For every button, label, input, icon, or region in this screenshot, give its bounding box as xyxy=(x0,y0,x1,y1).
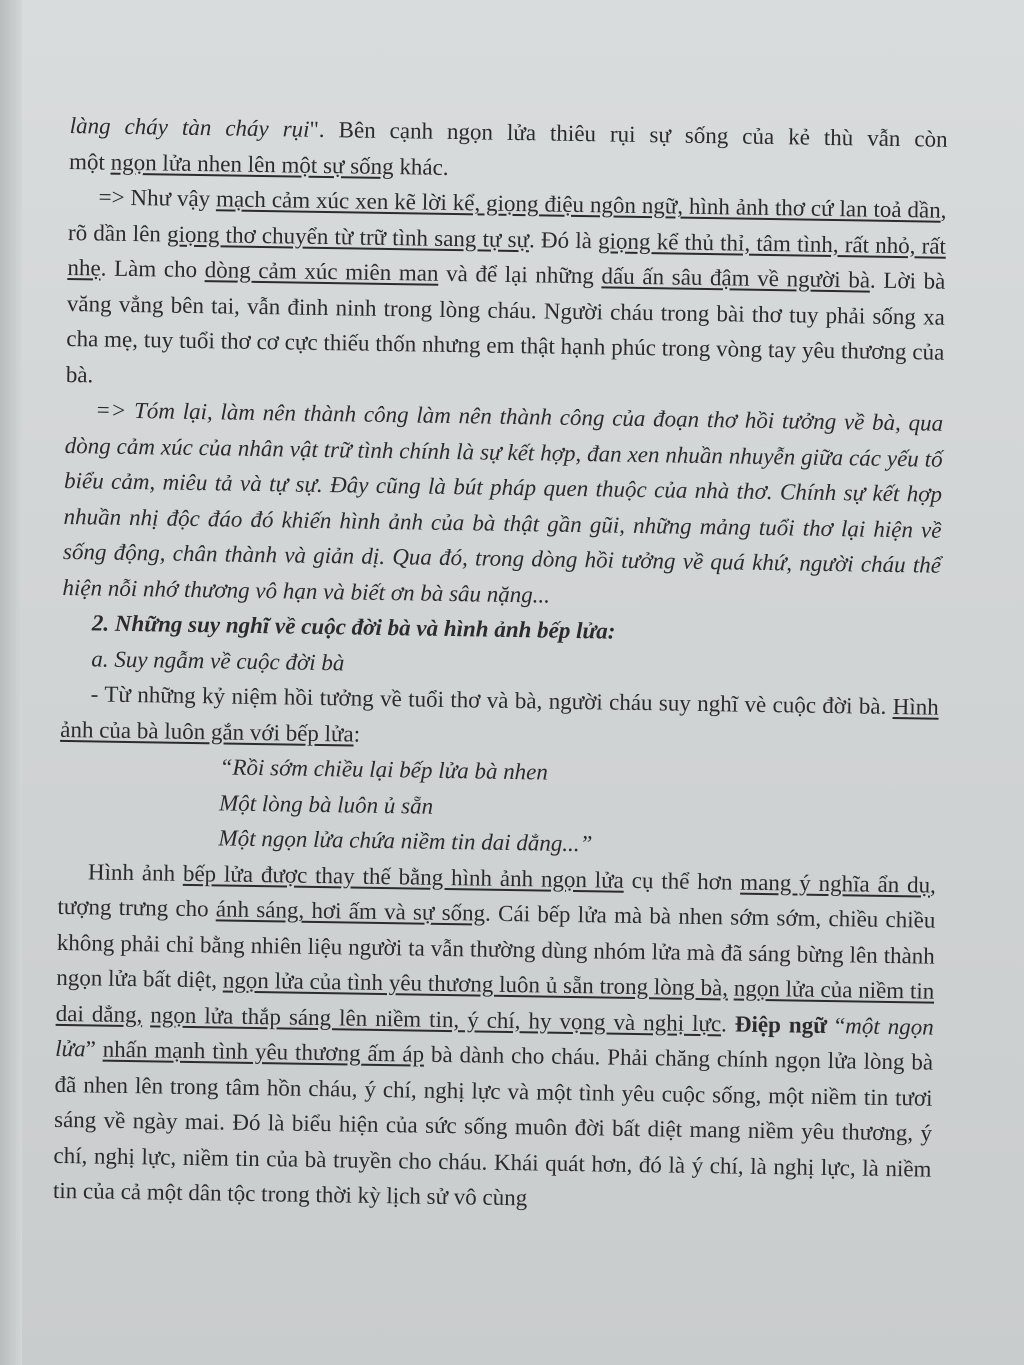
text-run: : xyxy=(353,721,361,747)
italic-phrase: một ngọn lửa xyxy=(55,1012,934,1062)
text-run: “ xyxy=(826,1012,846,1038)
poem-line-3: Một ngọn lửa chứa niềm tin dai dẳng...” xyxy=(218,825,593,857)
underlined-phrase: dấu ấn sâu đậm về người bà xyxy=(601,263,871,293)
section-heading: 2. Những suy nghĩ về cuộc đời bà và hình ảnh bếp lửa: xyxy=(91,610,616,644)
text-run: , tượng trưng cho xyxy=(57,872,937,922)
underlined-phrase: Hình ảnh của bà luôn gắn với bếp lửa xyxy=(60,693,939,747)
underlined-phrase: bếp lửa được thay thế bằng hình ảnh ngọn lửa xyxy=(182,860,625,893)
paragraph-intro-poem xyxy=(60,676,939,761)
italic-quote-end: làng cháy tàn cháy rụi xyxy=(69,112,310,142)
text-run: => Như vậy xyxy=(98,184,217,212)
text-run: . Đó là xyxy=(528,226,599,253)
text-run: bà dành cho cháu. Phải chăng chính ngọn lửa lòng bà đã nhen lên trong tâm hồn cháu, ý chí, nghị lực và một tình yêu cuộc sống, một niềm tin tươi sáng về ngày mai. Đó là biểu hiện của sức sống muôn đời bất diệt mang niềm yêu thương, ý chí, nghị lực, niềm tin của bà truyền cho cháu. Khái quát hơn, đó là ý chí, là nghị lực, là niềm tin của cả một dân tộc trong thời kỳ lịch sử vô cùng xyxy=(52,1041,934,1211)
paragraph-analysis xyxy=(53,853,936,1222)
underlined-phrase: dòng cảm xúc miên man xyxy=(204,257,439,286)
paragraph-conclusion: => Tóm lại, làm nên thành công làm nên thành công của đoạn thơ hồi tưởng về bà, qua dòng cảm xúc của nhân vật trữ tình chính là sự kết hợp, đan xen nhuần nhuyễn giữa các yếu tố biểu cảm, miêu tả và tự sự. Đây cũng là bút pháp quen thuộc của nhà thơ. Chính sự kết hợp nhuần nhị độc đáo đó khiến hình ảnh của bà thật gần gũi, những mảng tuổi thơ lại hiện về sống động, chân thành và giản dị. Qua đó, trong dòng hồi tưởng về quá khứ, người cháu thể hiện nỗi nhớ thương vô hạn và biết ơn bà sâu nặng... xyxy=(62,397,944,608)
text-run: và để lại những xyxy=(438,260,602,289)
text-run: một xyxy=(68,148,111,175)
page-edge xyxy=(0,0,22,1365)
underlined-phrase: mạch cảm xúc xen kẽ lời kể, giọng điệu ngôn ngữ, hình ảnh thơ cứ lan toả dần xyxy=(215,186,941,223)
paragraph-summary-1 xyxy=(66,179,947,406)
text-run: . Làm cho xyxy=(100,255,205,283)
underlined-phrase: nhấn mạnh tình yêu thương ấm áp xyxy=(102,1036,425,1067)
text-run: . Lời bà văng vẳng bên tai, vẫn đinh ninh trong lòng cháu. Người cháu trong bài thơ tuy phải sống xa cha mẹ, tuy tuổi thơ cơ cực thiếu thốn nhưng em thật hạnh phúc trong vòng tay yêu thương của bà. xyxy=(65,267,946,387)
underlined-phrase: ngọn lửa của niềm tin dai dẳng, xyxy=(55,975,935,1027)
underlined-phrase: giọng thơ chuyển từ trữ tình sang tự sự xyxy=(166,221,530,252)
text-run: , rõ dần lên xyxy=(67,197,947,247)
text-run: ” xyxy=(85,1036,103,1062)
poem-line-2: Một lòng bà luôn ủ sẵn xyxy=(218,789,434,819)
underlined-phrase: giọng kể thủ thỉ, tâm tình, rất nhỏ, rất nhẹ xyxy=(67,227,947,281)
poem-line-1: “Rồi sớm chiều lại bếp lửa bà nhen xyxy=(219,754,549,785)
underlined-phrase: ngọn lửa nhen lên một sự sống xyxy=(110,149,394,179)
text-run: - Từ những kỷ niệm hồi tưởng về tuổi thơ và bà, người cháu suy nghĩ vè cuộc đời bà. xyxy=(90,681,893,719)
underlined-phrase: ánh sáng, hơi ấm và sự sống xyxy=(215,896,486,926)
text-run: ". Bên cạnh ngọn lửa thiêu rụi sự sống của kẻ thù vẫn còn xyxy=(309,116,948,152)
subsection-heading: a. Suy ngẫm về cuộc đời bà xyxy=(91,645,345,675)
text-run: khác. xyxy=(393,153,449,180)
text-run: cụ thể hơn xyxy=(623,867,741,895)
underlined-phrase: mang ý nghĩa ẩn dụ xyxy=(740,869,931,898)
page-text xyxy=(53,108,948,1222)
bold-term: Điệp ngữ xyxy=(734,1011,828,1038)
text-run: . xyxy=(720,1010,736,1037)
underlined-phrase: ngọn lửa thắp sáng lên niềm tin, ý chí, hy vọng và nghị lực xyxy=(150,1001,722,1036)
underlined-phrase: ngọn lửa của tình yêu thương luôn ủ sẵn trong lòng bà, xyxy=(222,967,729,1001)
text-run: . Cái bếp lửa mà bà nhen sớm sớm, chiều chiều không phải chỉ bằng nhiên liệu người ta vẫn thường dùng nhóm lửa mà đã sáng bừng lên thành ngọn lửa bất diệt, xyxy=(56,900,936,993)
text-run: Hình ảnh xyxy=(87,858,184,886)
